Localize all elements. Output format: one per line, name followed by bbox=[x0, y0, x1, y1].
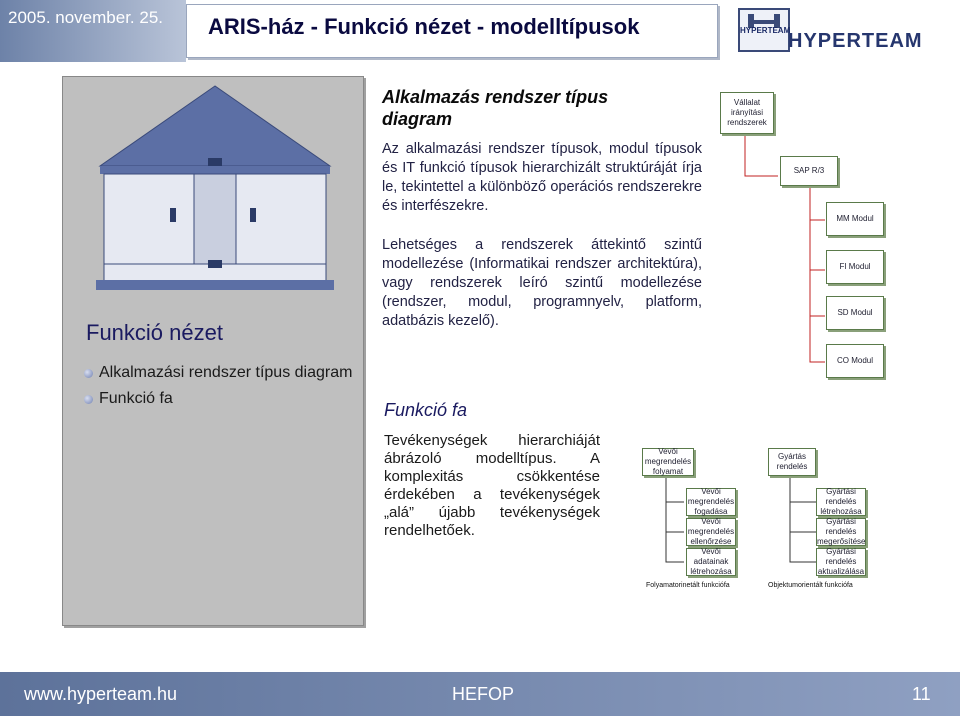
section1-title: Alkalmazás rendszer típus diagram bbox=[382, 87, 609, 129]
sidebar-heading: Funkció nézet bbox=[86, 320, 223, 345]
sidebar-item-app-system-diagram[interactable] bbox=[84, 364, 352, 382]
logo-small-text: HYPERTEAM bbox=[740, 26, 791, 35]
section2-para: Tevékenységek hierarchiáját ábrázoló modelltípus. A komplexitás csökkentése érdekében a tevékenységek „alá” újabb tevékenységek rendelhetőek. bbox=[384, 432, 600, 539]
sidebar-item-label: Funkció fa bbox=[99, 390, 173, 407]
aris-house-icon bbox=[90, 82, 340, 312]
node-left-child-3: Vevői adatainak létrehozása bbox=[686, 548, 736, 576]
page-number: 11 bbox=[912, 684, 931, 704]
node-co-module: CO Modul bbox=[826, 344, 884, 378]
section2-title: Funkció fa bbox=[384, 400, 468, 420]
right-tree-caption: Objektumorientált funkciófa bbox=[768, 582, 853, 589]
sidebar-item-label: Alkalmazási rendszer típus diagram bbox=[99, 364, 353, 381]
bullet-icon bbox=[84, 369, 93, 378]
section1-para1: Az alkalmazási rendszer típusok, modul típusok és IT funkció típusok hierarchizált struktúráját írja le, tekintettel a különböző operációs rendszerekre és interfészekre. bbox=[382, 141, 702, 214]
bullet-icon bbox=[84, 395, 93, 404]
left-tree-caption: Folyamatorinetált funkciófa bbox=[646, 582, 730, 589]
logo-text: HYPERTEAM bbox=[788, 30, 923, 52]
node-mm-module: MM Modul bbox=[826, 202, 884, 236]
header-date: 2005. november. 25. bbox=[8, 8, 164, 27]
node-sd-module: SD Modul bbox=[826, 296, 884, 330]
page-title: ARIS-ház - Funkció nézet - modelltípusok bbox=[208, 14, 640, 39]
node-right-child-3: Gyártási rendelés aktualizálása bbox=[817, 547, 865, 576]
footer-center: HEFOP bbox=[452, 684, 515, 704]
node-left-child-1: Vevői megrendelés fogadása bbox=[687, 487, 735, 516]
section1-para2: Lehetséges a rendszerek áttekintő szintű modellezése (Informatikai rendszer architektúra), vagy rendszerek leíró szintű modellezése (rendszer, modul, programnyelv, platform, adatbázis kezelő). bbox=[382, 237, 702, 329]
footer-url[interactable]: www.hyperteam.hu bbox=[24, 684, 178, 704]
sidebar-item-function-tree[interactable] bbox=[84, 390, 173, 408]
node-left-child-2: Vevői megrendelés ellenőrzése bbox=[687, 517, 735, 546]
node-root-system: Vállalat irányítási rendszerek bbox=[720, 92, 774, 134]
node-right-child-2: Gyártási rendelés megerősítése bbox=[817, 517, 866, 546]
node-right-child-1: Gyártási rendelés létrehozása bbox=[816, 488, 866, 516]
node-right-root: Gyártás rendelés bbox=[768, 448, 816, 476]
node-left-root: Vevői megrendelés folyamat bbox=[642, 448, 694, 476]
node-sap: SAP R/3 bbox=[780, 156, 838, 186]
node-fi-module: FI Modul bbox=[826, 250, 884, 284]
